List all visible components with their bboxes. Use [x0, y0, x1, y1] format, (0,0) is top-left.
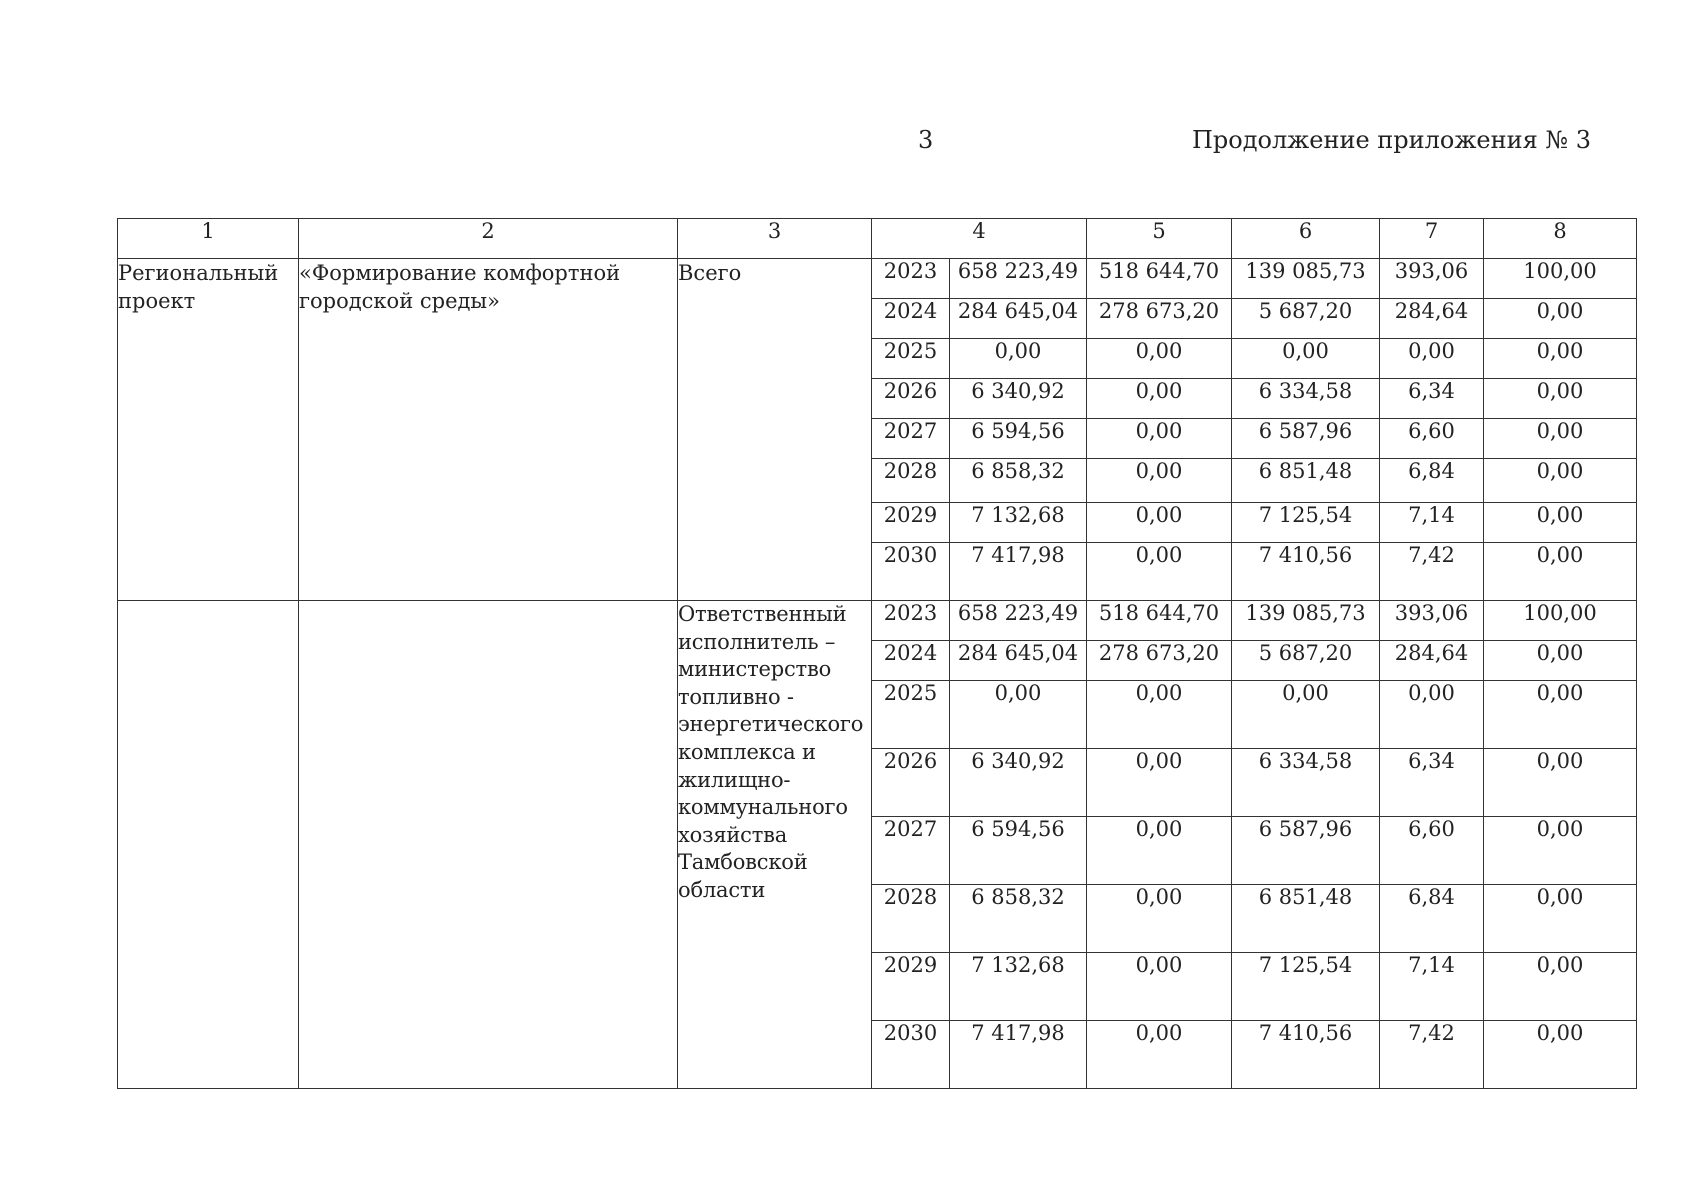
value-cell: 6 340,92 [950, 379, 1087, 419]
column-header: 3 [678, 219, 872, 259]
value-cell: 0,00 [1087, 543, 1232, 601]
column-header: 6 [1232, 219, 1380, 259]
value-cell: 6 594,56 [950, 817, 1087, 885]
value-cell: 393,06 [1380, 259, 1484, 299]
value-cell: 0,00 [1484, 543, 1637, 601]
value-cell: 0,00 [1087, 681, 1232, 749]
value-cell: 0,00 [1484, 641, 1637, 681]
value-cell: 6,84 [1380, 459, 1484, 503]
project-type-cell [118, 601, 299, 1089]
value-cell: 0,00 [1484, 379, 1637, 419]
table-row [118, 259, 1637, 299]
value-cell: 0,00 [1484, 1021, 1637, 1089]
page-number: 3 [918, 126, 934, 154]
column-header-row [118, 219, 1637, 259]
value-cell: 0,00 [1232, 681, 1380, 749]
value-cell: 6 851,48 [1232, 885, 1380, 953]
project-name-cell: «Формирование комфортной городской среды» [299, 259, 678, 601]
section-regional-project [118, 259, 1637, 601]
value-cell: 0,00 [1087, 339, 1232, 379]
value-cell: 7 125,54 [1232, 953, 1380, 1021]
appendix-title: Продолжение приложения № 3 [1191, 126, 1591, 154]
value-cell: 7,14 [1380, 503, 1484, 543]
project-type-cell: Региональный проект [118, 259, 299, 601]
year-cell: 2026 [872, 749, 950, 817]
year-cell: 2026 [872, 379, 950, 419]
year-cell: 2027 [872, 817, 950, 885]
value-cell: 7 132,68 [950, 953, 1087, 1021]
value-cell: 6,34 [1380, 379, 1484, 419]
value-cell: 658 223,49 [950, 601, 1087, 641]
year-cell: 2030 [872, 543, 950, 601]
project-name-cell [299, 601, 678, 1089]
value-cell: 518 644,70 [1087, 601, 1232, 641]
value-cell: 6 858,32 [950, 885, 1087, 953]
value-cell: 7 410,56 [1232, 543, 1380, 601]
value-cell: 0,00 [1087, 503, 1232, 543]
section-responsible-executor [118, 601, 1637, 1089]
year-cell: 2024 [872, 299, 950, 339]
year-cell: 2028 [872, 885, 950, 953]
value-cell: 0,00 [1484, 953, 1637, 1021]
column-header: 7 [1380, 219, 1484, 259]
value-cell: 6 587,96 [1232, 419, 1380, 459]
year-cell: 2027 [872, 419, 950, 459]
value-cell: 518 644,70 [1087, 259, 1232, 299]
responsible-executor-cell: Ответственный исполнитель – министерство топливно - энергетического комплекса и жилищно-коммунального хозяйства Тамбовской области [678, 601, 872, 1089]
value-cell: 100,00 [1484, 259, 1637, 299]
value-cell: 0,00 [1087, 1021, 1232, 1089]
value-cell: 139 085,73 [1232, 259, 1380, 299]
value-cell: 0,00 [1484, 681, 1637, 749]
value-cell: 0,00 [1087, 953, 1232, 1021]
value-cell: 6 594,56 [950, 419, 1087, 459]
value-cell: 7 125,54 [1232, 503, 1380, 543]
value-cell: 278 673,20 [1087, 299, 1232, 339]
year-cell: 2023 [872, 601, 950, 641]
value-cell: 284,64 [1380, 299, 1484, 339]
value-cell: 139 085,73 [1232, 601, 1380, 641]
value-cell: 278 673,20 [1087, 641, 1232, 681]
value-cell: 0,00 [1380, 681, 1484, 749]
value-cell: 6,34 [1380, 749, 1484, 817]
value-cell: 0,00 [1484, 339, 1637, 379]
column-header: 8 [1484, 219, 1637, 259]
value-cell: 7,42 [1380, 1021, 1484, 1089]
value-cell: 6,60 [1380, 419, 1484, 459]
year-cell: 2030 [872, 1021, 950, 1089]
value-cell: 0,00 [950, 681, 1087, 749]
value-cell: 100,00 [1484, 601, 1637, 641]
column-header: 1 [118, 219, 299, 259]
value-cell: 0,00 [1087, 749, 1232, 817]
year-cell: 2023 [872, 259, 950, 299]
value-cell: 0,00 [1484, 817, 1637, 885]
value-cell: 0,00 [1380, 339, 1484, 379]
value-cell: 0,00 [1232, 339, 1380, 379]
value-cell: 7 417,98 [950, 1021, 1087, 1089]
value-cell: 0,00 [950, 339, 1087, 379]
value-cell: 0,00 [1087, 885, 1232, 953]
budget-table [117, 218, 1637, 1089]
value-cell: 7,14 [1380, 953, 1484, 1021]
value-cell: 0,00 [1484, 299, 1637, 339]
year-cell: 2025 [872, 339, 950, 379]
value-cell: 6 587,96 [1232, 817, 1380, 885]
value-cell: 0,00 [1484, 749, 1637, 817]
table-row [118, 601, 1637, 641]
value-cell: 7 410,56 [1232, 1021, 1380, 1089]
value-cell: 284,64 [1380, 641, 1484, 681]
year-cell: 2029 [872, 953, 950, 1021]
value-cell: 393,06 [1380, 601, 1484, 641]
year-cell: 2025 [872, 681, 950, 749]
column-header: 2 [299, 219, 678, 259]
value-cell: 5 687,20 [1232, 299, 1380, 339]
value-cell: 658 223,49 [950, 259, 1087, 299]
year-cell: 2029 [872, 503, 950, 543]
value-cell: 284 645,04 [950, 641, 1087, 681]
year-cell: 2028 [872, 459, 950, 503]
value-cell: 0,00 [1087, 459, 1232, 503]
column-header: 5 [1087, 219, 1232, 259]
value-cell: 7,42 [1380, 543, 1484, 601]
value-cell: 7 132,68 [950, 503, 1087, 543]
value-cell: 284 645,04 [950, 299, 1087, 339]
value-cell: 6,60 [1380, 817, 1484, 885]
value-cell: 6 851,48 [1232, 459, 1380, 503]
value-cell: 0,00 [1484, 885, 1637, 953]
value-cell: 0,00 [1087, 817, 1232, 885]
value-cell: 6,84 [1380, 885, 1484, 953]
category-cell: Всего [678, 259, 872, 601]
value-cell: 6 334,58 [1232, 379, 1380, 419]
value-cell: 5 687,20 [1232, 641, 1380, 681]
column-header: 4 [872, 219, 1087, 259]
value-cell: 0,00 [1484, 503, 1637, 543]
value-cell: 6 334,58 [1232, 749, 1380, 817]
value-cell: 6 340,92 [950, 749, 1087, 817]
value-cell: 7 417,98 [950, 543, 1087, 601]
value-cell: 0,00 [1484, 419, 1637, 459]
year-cell: 2024 [872, 641, 950, 681]
value-cell: 0,00 [1484, 459, 1637, 503]
value-cell: 6 858,32 [950, 459, 1087, 503]
value-cell: 0,00 [1087, 419, 1232, 459]
value-cell: 0,00 [1087, 379, 1232, 419]
